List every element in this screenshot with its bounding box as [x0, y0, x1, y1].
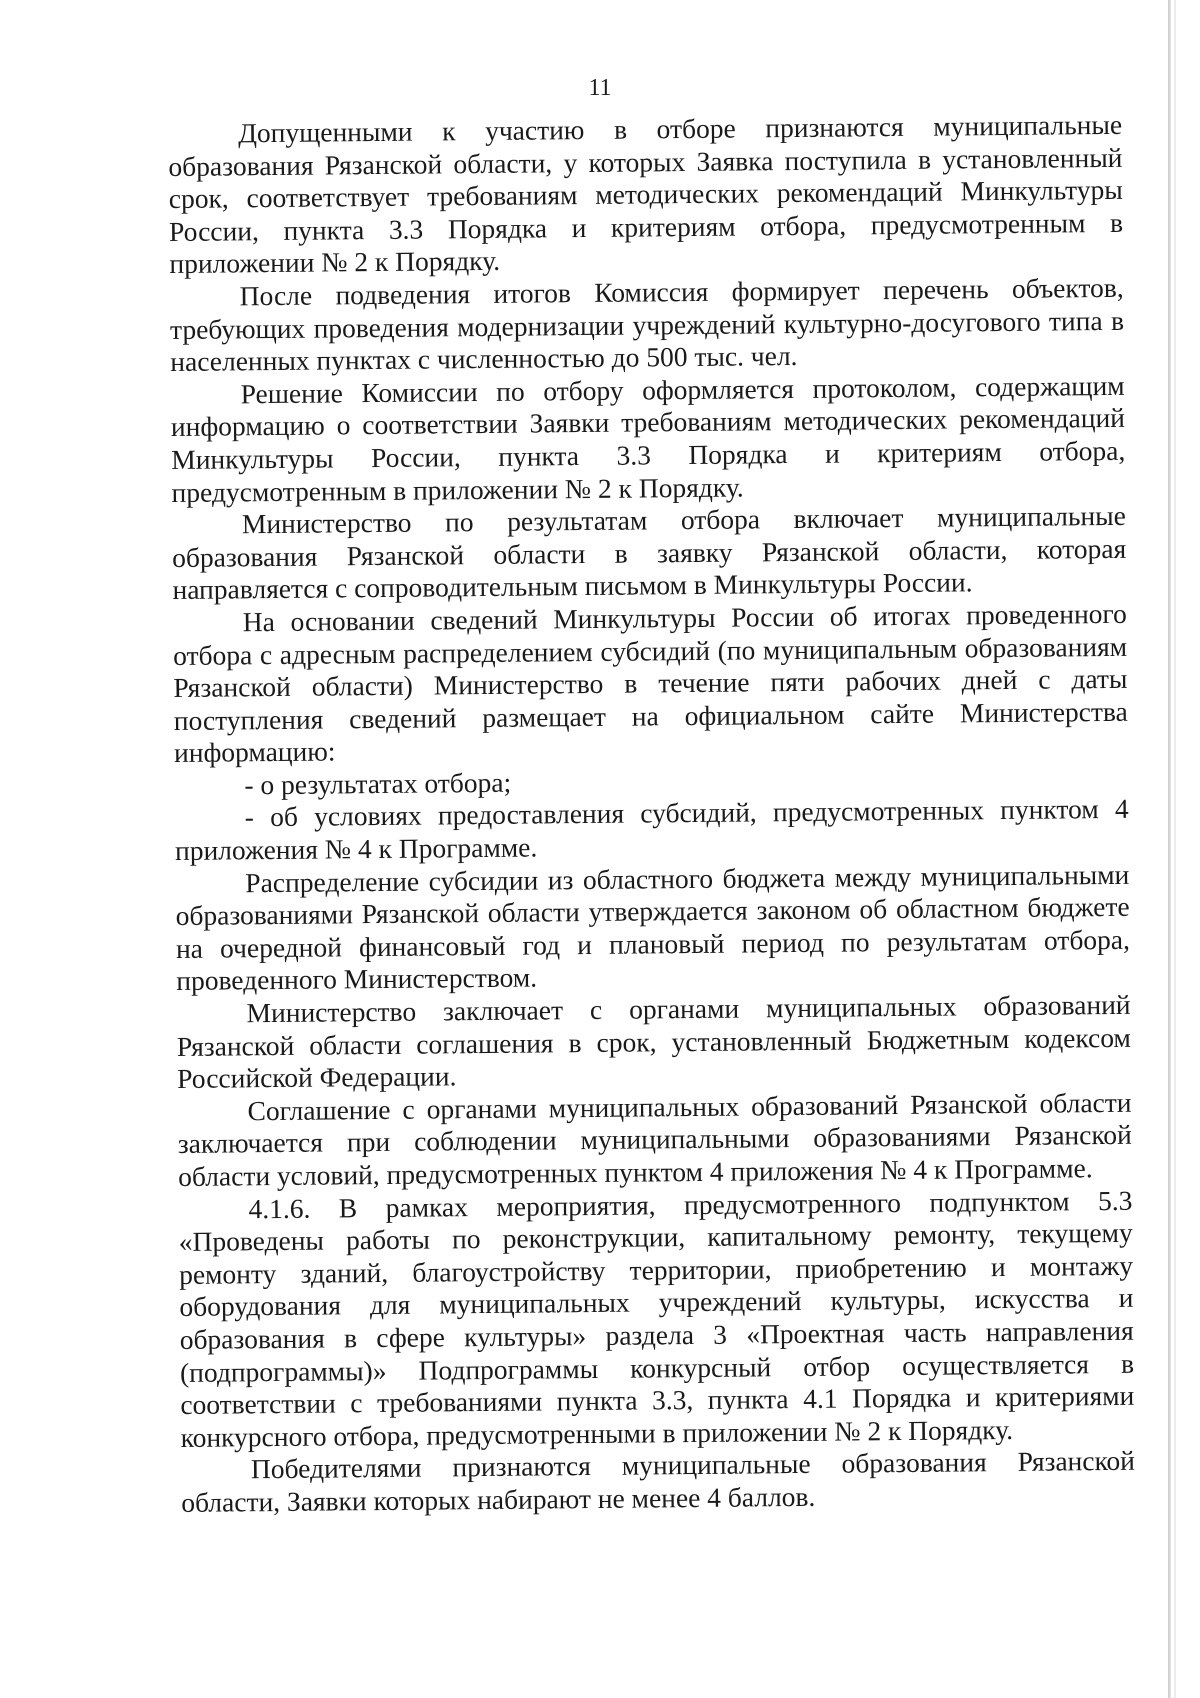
list-item-results: - о результатах отбора;	[244, 766, 512, 801]
paragraph-publication-info: На основании сведений Минкультуры России об итогах проведенного отбора с адресным распределением субсидий (по муниципальным образованиям Рязанской области) Министерство в течение пяти рабочих дней с даты поступления сведений размещает на официальном сайте Министерства информацию:	[173, 597, 1128, 769]
paragraph-winners: Победителями признаются муниципальные образования Рязанской области, Заявки которых набирают не менее 4 баллов.	[181, 1445, 1136, 1518]
paragraph-ministry-inclusion: Министерство по результатам отбора включает муниципальные образования Рязанской области в заявку Рязанской области, которая направляется с сопроводительным письмом в Минкультуры России.	[172, 499, 1127, 606]
paragraph-commission-results: После подведения итогов Комиссия формирует перечень объектов, требующих проведения модернизации учреждений культурно-досугового типа в населенных пунктах с численностью до 500 тыс. чел.	[169, 271, 1125, 378]
page-number: 11	[588, 75, 612, 101]
paragraph-commission-decision: Решение Комиссии по отбору оформляется протоколом, содержащим информацию о соответствии Заявки требованиям методических рекомендаций Минкультуры России, пункта 3.3 Порядка и критериям отбора, предусмотренным в приложении № 2 к Порядку.	[170, 369, 1126, 508]
scan-edge-line	[1174, 0, 1176, 1698]
paragraph-agreement-conditions: Соглашение с органами муниципальных образований Рязанской области заключается при соблюдении муниципальными образованиями Рязанской области условий, предусмотренных пунктом 4 приложения № 4 к Программе.	[177, 1086, 1132, 1192]
list-item-conditions: - об условиях предоставления субсидий, предусмотренных пунктом 4 приложения № 4 к Программе.	[174, 793, 1129, 867]
scan-edge-shadow	[1168, 0, 1171, 1698]
paragraph-section-4-1-6: 4.1.6. В рамках мероприятия, предусмотренного подпунктом 5.3 «Проведены работы по реконструкции, капитальному ремонту, текущему ремонту зданий, благоустройству территории, приобретению и монтажу оборудования для муниципальных учреждений культуры, искусства и образования в сфере культуры» раздела 3 «Проектная часть направления (подпрограммы)» Подпрограммы конкурсный отбор осуществляется в соответствии с требованиями пункта 3.3, пункта 4.1 Порядка и критериями конкурсного отбора, предусмотренными в приложении № 2 к Порядку.	[178, 1184, 1135, 1453]
paragraph-agreements: Министерство заключает с органами муниципальных образований Рязанской области соглашения в срок, установленный Бюджетным кодексом Российской Федерации.	[176, 988, 1132, 1095]
paragraph-admitted-participants: Допущенными к участию в отборе признаются муниципальные образования Рязанской области, у которых Заявка поступила в установленный срок, соответствует требованиям методических рекомендаций Минкультуры России, пункта 3.3 Порядка и критериям отбора, предусмотренным в приложении № 2 к Порядку.	[168, 108, 1124, 280]
document-body	[168, 109, 1135, 1520]
paragraph-subsidy-distribution: Распределение субсидии из областного бюджета между муниципальными образованиями Рязанской области утверждается законом об областном бюджете на очередной финансовый год и плановый период по результатам отбора, проведенного Министерством.	[175, 858, 1131, 997]
